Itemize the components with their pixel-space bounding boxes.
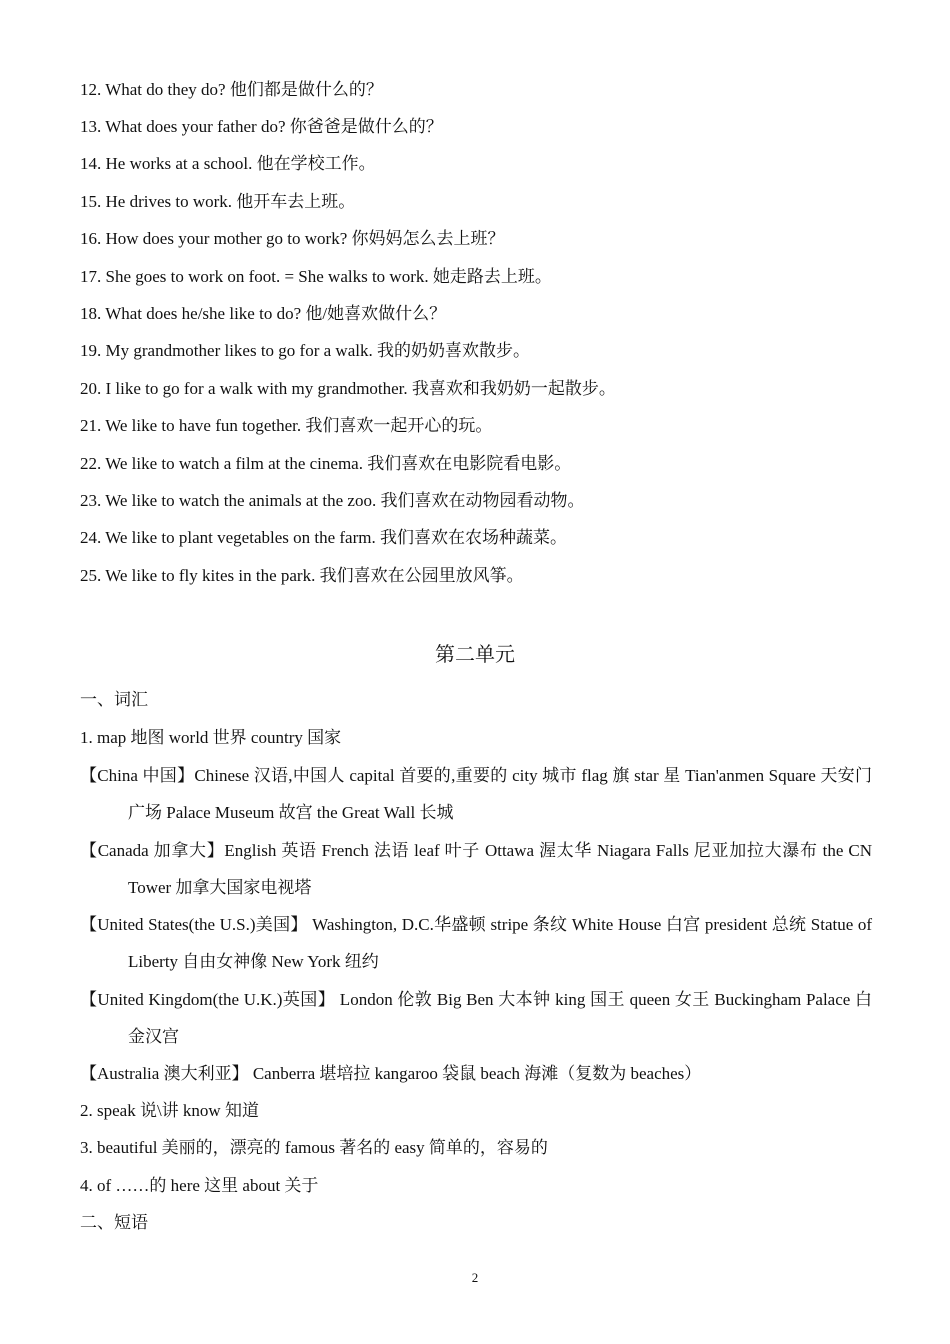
section-heading-vocab: 一、词汇 bbox=[80, 690, 148, 709]
sentence-14: 14. He works at a school. 他在学校工作。 bbox=[80, 154, 376, 173]
vocab-china: 【China 中国】Chinese 汉语,中国人 capital 首要的,重要的 city 城市 flag 旗 star 星 Tian'anmen Square 天安门广场 Palace Museum 故宫 the Great Wall 长城 bbox=[80, 766, 872, 822]
sentence-22: 22. We like to watch a film at the cinema. 我们喜欢在电影院看电影。 bbox=[80, 454, 572, 473]
sentence-13: 13. What does your father do? 你爸爸是做什么的？ bbox=[80, 117, 443, 136]
sentence-23: 23. We like to watch the animals at the zoo. 我们喜欢在动物园看动物。 bbox=[80, 491, 585, 510]
unit-title: 第二单元 bbox=[435, 644, 515, 666]
vocab-item-4: 4. of ……的 here 这里 about 关于 bbox=[80, 1176, 319, 1195]
sentence-18: 18. What does he/she like to do? 他/她喜欢做什么？ bbox=[80, 304, 447, 323]
vocab-item-2: 2. speak 说\讲 know 知道 bbox=[80, 1101, 259, 1120]
sentence-16: 16. How does your mother go to work? 你妈妈怎么去上班？ bbox=[80, 229, 505, 248]
vocab-canada: 【Canada 加拿大】English 英语 French 法语 leaf 叶子 Ottawa 渥太华 Niagara Falls 尼亚加拉大瀑布 the CN Tower 加拿大国家电视塔 bbox=[80, 841, 872, 897]
page-number: 2 bbox=[471, 1270, 479, 1285]
vocab-usa: 【United States(the U.S.)美国】 Washington, D.C.华盛顿 stripe 条纹 White House 白宫 president 总统 Statue of Liberty 自由女神像 New York 纽约 bbox=[80, 915, 872, 971]
sentence-12: 12. What do they do? 他们都是做什么的？ bbox=[80, 80, 383, 99]
sentence-15: 15. He drives to work. 他开车去上班。 bbox=[80, 192, 356, 211]
sentence-20: 20. I like to go for a walk with my grandmother. 我喜欢和我奶奶一起散步。 bbox=[80, 379, 616, 398]
sentence-24: 24. We like to plant vegetables on the farm. 我们喜欢在农场种蔬菜。 bbox=[80, 528, 567, 547]
vocab-australia: 【Australia 澳大利亚】 Canberra 堪培拉 kangaroo 袋鼠 beach 海滩（复数为 beaches） bbox=[80, 1064, 702, 1083]
vocab-item-1: 1. map 地图 world 世界 country 国家 bbox=[80, 728, 342, 747]
sentence-17: 17. She goes to work on foot. = She walks to work. 她走路去上班。 bbox=[80, 267, 552, 286]
section-heading-phrases: 二、短语 bbox=[80, 1213, 148, 1232]
sentence-19: 19. My grandmother likes to go for a walk. 我的奶奶喜欢散步。 bbox=[80, 341, 530, 360]
sentence-25: 25. We like to fly kites in the park. 我们喜欢在公园里放风筝。 bbox=[80, 566, 524, 585]
vocab-item-3: 3. beautiful 美丽的，漂亮的 famous 著名的 easy 简单的，容易的 bbox=[80, 1138, 548, 1157]
vocab-uk: 【United Kingdom(the U.K.)英国】 London 伦敦 Big Ben 大本钟 king 国王 queen 女王 Buckingham Palace 白金汉宫 bbox=[80, 990, 872, 1046]
sentence-21: 21. We like to have fun together. 我们喜欢一起开心的玩。 bbox=[80, 416, 493, 435]
